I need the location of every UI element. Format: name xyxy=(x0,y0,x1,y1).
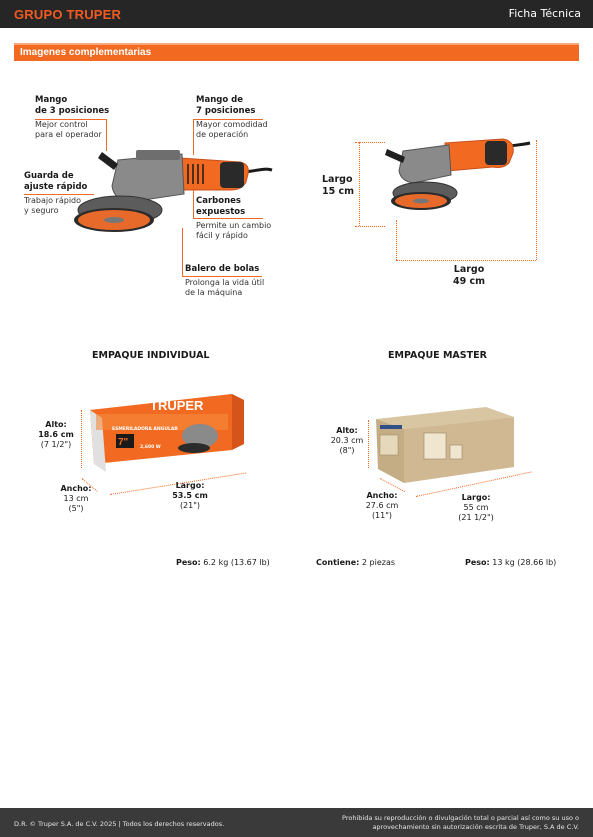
pkg-dim-metric: 55 cm xyxy=(463,503,489,512)
dimension-tick xyxy=(355,142,385,143)
callout-balero-bolas xyxy=(185,264,264,298)
callout-desc: Mayor comodidad xyxy=(196,120,268,129)
info-peso-individual xyxy=(176,558,270,567)
pkg-dim-imperial: (11") xyxy=(371,511,393,520)
footer-legal xyxy=(342,814,579,832)
callout-title: Guarda de xyxy=(24,171,74,181)
callout-line xyxy=(106,119,107,151)
callout-title: Mango de xyxy=(196,95,243,105)
box-size-text: 7" xyxy=(118,437,129,448)
footer-legal-line: Prohibida su reproducción o divulgación total o parcial así como su uso o xyxy=(342,814,579,822)
info-label: Peso: xyxy=(465,558,490,567)
box-product-text: ESMERILADORA ANGULAR xyxy=(112,427,178,432)
callout-line xyxy=(193,190,194,218)
callout-title: 7 posiciones xyxy=(196,106,256,116)
info-label: Contiene: xyxy=(316,558,360,567)
callout-title: de 3 posiciones xyxy=(35,106,110,116)
dimension-text: 49 cm xyxy=(453,276,486,287)
brand-logo: GRUPO TRUPER xyxy=(14,7,122,22)
dimension-height-label xyxy=(322,174,354,198)
pkg-dim-imperial: (21 1/2") xyxy=(458,513,494,522)
pkg-dim-imperial: (21") xyxy=(179,501,201,510)
callout-title: Balero de bolas xyxy=(185,264,260,274)
pkg-dim-label: Largo: xyxy=(175,481,205,490)
callout-title: Mango xyxy=(35,95,68,105)
info-contiene xyxy=(316,558,395,567)
pkg-dim-metric: 13 cm xyxy=(63,494,89,503)
callout-title: expuestos xyxy=(196,207,246,217)
info-value: 6.2 kg (13.67 lb) xyxy=(203,558,270,567)
dimension-text: Largo xyxy=(322,174,353,185)
dimension-line-height xyxy=(359,142,360,226)
callout-title: Carbones xyxy=(196,196,241,206)
callout-mango-7-posiciones xyxy=(196,95,268,140)
document-type: Ficha Técnica xyxy=(508,7,581,20)
dimension-length-label xyxy=(453,264,485,288)
callout-line xyxy=(182,228,183,276)
pkg-dim-imperial: (7 1/2") xyxy=(40,440,72,449)
footer xyxy=(0,808,593,837)
individual-box-image xyxy=(90,392,245,477)
info-peso-master xyxy=(465,558,556,567)
callout-desc: de operación xyxy=(196,130,249,139)
callout-desc: Trabajo rápido xyxy=(24,196,82,205)
pkg-dim-line xyxy=(81,410,82,468)
callout-line xyxy=(24,194,94,195)
top-bar xyxy=(0,0,593,28)
pkg-dim-imperial: (5") xyxy=(68,504,84,513)
pkg-dim-metric: 53.5 cm xyxy=(172,491,208,500)
callout-title: ajuste rápido xyxy=(24,182,88,192)
pkg-dim-label: Ancho: xyxy=(366,491,398,500)
callout-line xyxy=(35,119,107,120)
pkg-individual-largo xyxy=(170,481,210,511)
callout-mango-3-posiciones xyxy=(35,95,109,140)
pkg-dim-metric: 27.6 cm xyxy=(365,501,399,510)
box-brand-text: TRUPER xyxy=(150,398,204,413)
pkg-individual-alto xyxy=(38,420,74,450)
callout-desc: de la máquina xyxy=(185,288,243,297)
pkg-individual-ancho xyxy=(58,484,94,514)
dimension-line-length xyxy=(396,260,536,261)
dimension-text: Largo xyxy=(453,264,485,275)
info-label: Peso: xyxy=(176,558,201,567)
dimension-text: 15 cm xyxy=(322,186,355,197)
callout-line xyxy=(193,218,263,219)
callout-line xyxy=(182,276,262,277)
callout-desc: fácil y rápido xyxy=(196,231,248,240)
pkg-master-largo xyxy=(452,493,500,523)
dimension-tick xyxy=(536,140,537,260)
dimension-tick xyxy=(355,226,385,227)
callout-desc: y seguro xyxy=(24,206,59,215)
pkg-dim-line xyxy=(368,420,369,468)
callout-desc: Permite un cambio xyxy=(196,221,272,230)
callout-desc: Prolonga la vida útil xyxy=(185,278,265,287)
heading-empaque-master: EMPAQUE MASTER xyxy=(388,350,487,361)
footer-legal-line: aprovechamiento sin autorización escrita de Truper, S.A de C.V. xyxy=(372,823,579,831)
callout-line xyxy=(193,119,194,155)
pkg-master-alto xyxy=(328,426,366,456)
callout-desc: para el operador xyxy=(35,130,102,139)
pkg-dim-label: Ancho: xyxy=(60,484,92,493)
callout-desc: Mejor control xyxy=(35,120,88,129)
master-box-image xyxy=(376,405,516,485)
box-watts-text: 2,600 W xyxy=(140,445,161,450)
info-value: 2 piezas xyxy=(361,558,396,567)
pkg-dim-metric: 18.6 cm xyxy=(38,430,74,439)
grinder-dimensions-image xyxy=(385,135,530,220)
heading-empaque-individual: EMPAQUE INDIVIDUAL xyxy=(92,350,210,361)
info-value: 13 kg (28.66 lb) xyxy=(492,558,557,567)
pkg-dim-metric: 20.3 cm xyxy=(330,436,364,445)
section-header xyxy=(14,43,579,61)
pkg-master-ancho xyxy=(362,491,402,521)
section-title: Imagenes complementarias xyxy=(20,47,152,58)
pkg-dim-label: Alto: xyxy=(45,420,67,429)
callout-line xyxy=(193,119,263,120)
dimension-tick xyxy=(396,220,397,260)
pkg-dim-label: Largo: xyxy=(461,493,491,502)
pkg-dim-label: Alto: xyxy=(336,426,358,435)
pkg-dim-imperial: (8") xyxy=(339,446,355,455)
footer-copyright: D.R. © Truper S.A. de C.V. 2025 | Todos los derechos reservados. xyxy=(14,820,225,828)
